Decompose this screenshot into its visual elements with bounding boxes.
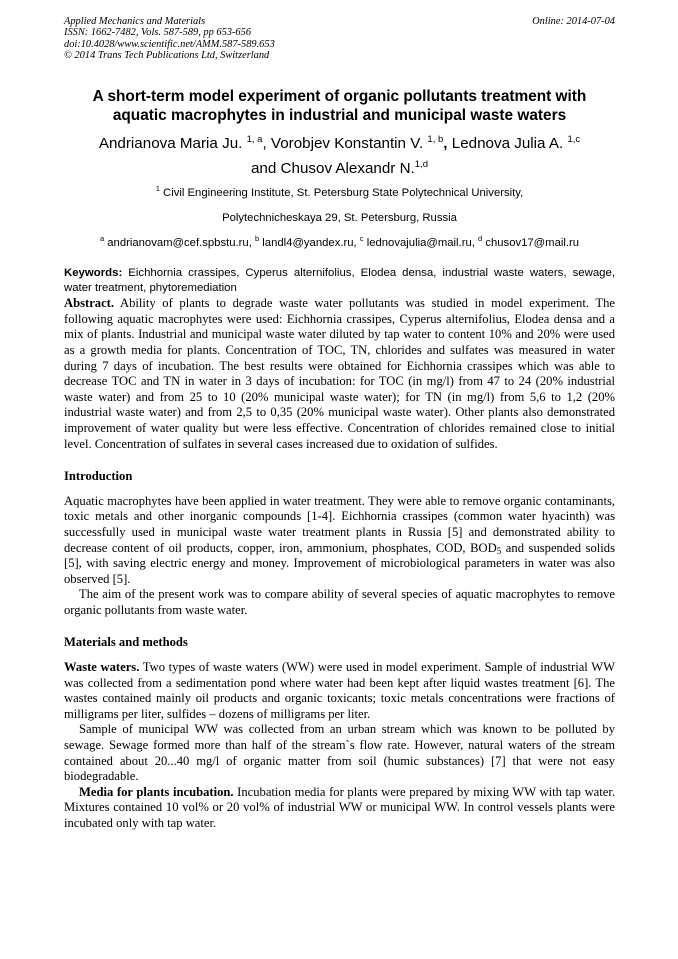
paper-title: A short-term model experiment of organic pollutants treatment with aquatic macrophytes in industrial and municipal waste waters <box>92 88 587 125</box>
intro-paragraph-2: The aim of the present work was to compare ability of several species of aquatic macrophytes to remove organic pollutants from waste water. <box>64 587 615 617</box>
run-in-heading: Waste waters. <box>64 660 140 675</box>
author-name: Andrianova Maria Ju. <box>98 135 243 153</box>
journal-header <box>64 16 615 61</box>
author-affiliation-mark: 1,d <box>414 159 428 171</box>
author-affiliation-mark: 1,c <box>567 134 581 146</box>
author-name: Lednova Julia A. <box>451 135 564 153</box>
paper-page <box>64 16 615 832</box>
affiliation-line-1: $^1$ Civil Engineering Institute, St. Petersburg State Polytechnical University, <box>155 184 524 200</box>
email-address: landl4@yandex.ru, <box>259 237 360 250</box>
author-name: Chusov Alexandr N. <box>280 160 415 178</box>
author-affiliation-mark: 1, b <box>427 134 444 146</box>
section-heading-methods: Materials and methods <box>64 635 188 650</box>
email-address: lednovajulia@mail.ru, <box>363 237 479 250</box>
email-address: andrianovam@cef.spbstu.ru, <box>104 237 255 250</box>
journal-doi: doi:10.4028/www.scientific.net/AMM.587-589.653 <box>64 38 275 50</box>
run-in-heading: Media for plants incubation. <box>79 784 234 799</box>
abstract-label: Abstract. <box>64 296 115 311</box>
journal-name: Applied Mechanics and Materials <box>64 16 206 27</box>
intro-paragraph-1: Aquatic macrophytes have been applied in water treatment. They were able to remove organic contaminants, toxic metals and other inorganic compounds [1-4]. Eichhornia crassipes (common water hyacinth) was successfully used in municipal waste water treatment plants in Russia [5] and demonstrated ability to decrease content of oil products, copper, iron, ammonium, phosphates, COD, $BOD_5$ and suspended solids [5], with saving electric energy and money. Improvement of microbiological parameters in water was also observed [5]. <box>64 493 615 586</box>
affiliation-block <box>64 181 615 256</box>
email-line: $^a$ andrianovam@cef.spbstu.ru, $^b$ landl4@yandex.ru, $^c$ lednovajulia@mail.ru, $^d$ chusov17@mail.ru <box>99 234 580 250</box>
keywords-text: Eichhornia crassipes, Cyperus alternifolius, Elodea densa, industrial waste waters, sewage, water treatment, phytoremediation <box>64 267 615 295</box>
keywords <box>64 266 615 296</box>
journal-issn: ISSN: 1662-7482, Vols. 587-589, pp 653-656 <box>64 27 252 39</box>
methods-paragraph-media: Media for plants incubation. Incubation media for plants were prepared by mixing WW with tap water. Mixtures contained 10 vol% or 20 vol% of industrial WW or municipal WW. In control vessels plants were incubated only with tap water. <box>64 784 615 830</box>
abstract-paragraph: Abstract. Ability of plants to degrade waste water pollutants was studied in model experiment. The following aquatic macrophytes were used: Eichhornia crassipes, Cyperus alternifolius, Elodea densa and a mix of plants. Industrial and municipal waste water diluted by tap water to content 10% and 20% were used as a growth media for plants. Concentration of TOC, TN, chlorides and sulfates was measured in water during 7 days of incubation. The best results were obtained for Eichhornia crassipes which was able to decrease TOC and TN in water in 3 days of incubation: for TOC (in mg/l) from 47 to 24 (20% industrial waste water) and from 25 to 10 (20% municipal waste water); for TN (in mg/l) from 5,6 to 1,2 (20% industrial waste water) and from 2,5 to 0,35 (20% municipal waste water). Other plants also demonstrated improvement of water quality but were less effective. Concentration of chlorides remained close to initial level. Concentration of sulfates in several cases increased due to oxidation of sulfides. <box>64 296 615 451</box>
author-list: Andrianova Maria Ju. $^{1, a}$, Vorobjev Konstantin V. $^{1, b}$, Lednova Julia A. $^{1,c}$ and Chusov Alexandr N.$^{1,d}$ <box>98 134 581 178</box>
online-date: Online: 2014-07-04 <box>532 16 615 27</box>
author-name: Vorobjev Konstantin V. <box>270 135 424 153</box>
methods-paragraph-waste-waters: Waste waters. Two types of waste waters (WW) were used in model experiment. Sample of industrial WW was collected from a sedimentation pond where water had been kept after liquid wastes treatment [6]. The wastes contained mainly oil products and organic toxicants; toxic metals concentrations were fractions of milligrams per liter, sulfides – dozens of milligrams per liter. <box>64 660 615 721</box>
author-affiliation-mark: 1, a <box>246 134 263 146</box>
keywords-label: Keywords: <box>64 267 123 280</box>
section-heading-introduction: Introduction <box>64 469 133 484</box>
affiliation-line-2: Polytechnicheskaya 29, St. Petersburg, Russia <box>222 212 457 225</box>
email-address: chusov17@mail.ru <box>482 237 580 250</box>
methods-paragraph-municipal: Sample of municipal WW was collected from an urban stream which was known to be polluted by sewage. Sewage formed more than half of the stream`s flow rate. However, natural waters of the stream contained about 20...40 mg/l of organic matter from soil (humic substances) [7] that were not easy biodegradable. <box>64 722 615 784</box>
journal-copyright: © 2014 Trans Tech Publications Ltd, Switzerland <box>64 49 270 61</box>
